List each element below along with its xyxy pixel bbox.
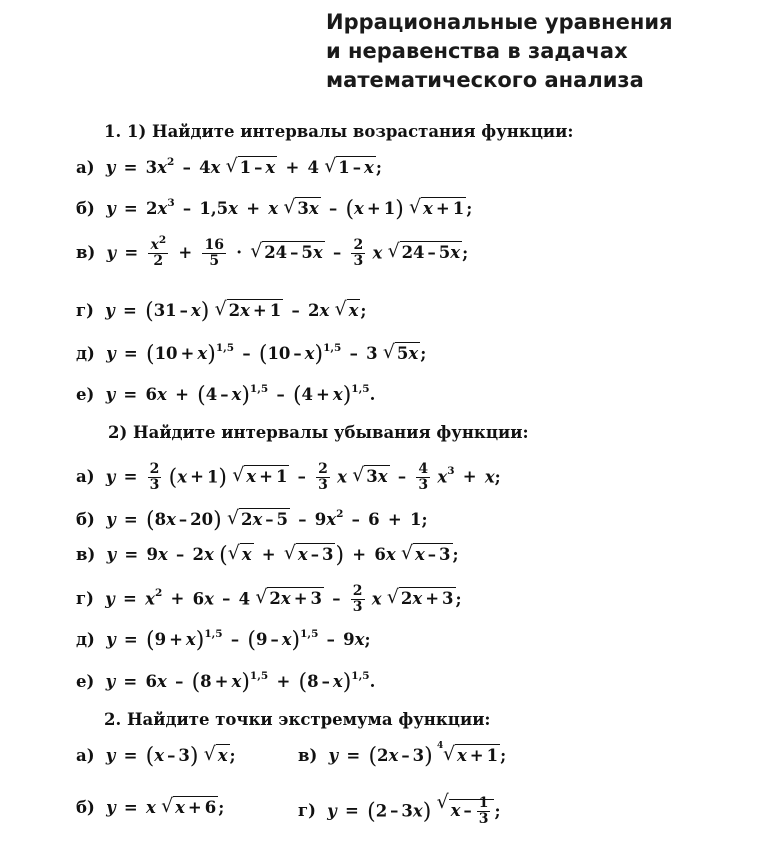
radical: √ x – $\frac{1}{3}$	[437, 796, 495, 828]
radical: √ 2x + 3	[387, 591, 456, 608]
fraction: $\frac{2}{3}$	[352, 583, 363, 616]
radical: √ x	[204, 748, 230, 765]
radical: √ x – 3	[401, 547, 453, 564]
radical: √ 24 – 5x	[388, 245, 463, 262]
formula-2-a: а) y = (x – 3) √ x ;	[76, 746, 236, 768]
fraction: $\frac{2}{3}$	[149, 461, 160, 494]
fraction: $\frac{16}{5}$	[204, 237, 224, 270]
radical: √ x + 1	[232, 469, 289, 486]
title-line-2: и неравенства в задачах	[326, 39, 628, 63]
formula-1-1-a: а) $y = 3x^2 - 4x$ √ 1 – x + 4 √ 1 – x ;	[76, 160, 382, 177]
formula-1-1-d: д) $y = (10 + x)^{1,5} - (10 - x)^{1,5} - 3$ √ 5x ;	[76, 344, 426, 366]
fraction: $\frac{x^2}{2}$	[150, 234, 167, 270]
radical: √ 2x + 3	[255, 591, 324, 608]
formula-1-2-b: б) y = (8x – 20) √ $2x - 5 - 9x^2 - 6 + 1$;	[76, 510, 428, 532]
radical: √ 2x – 5	[227, 512, 290, 529]
radical: √ 24 – 5x	[250, 245, 325, 262]
title-line-3: математического анализа	[326, 68, 644, 92]
formula-1-1-g: г) y = (31 – x) √ 2x + 1 – 2x √ x ;	[76, 301, 367, 323]
radical: √ x	[228, 547, 254, 564]
task-2-heading: 2. Найдите точки экстремума функции:	[104, 710, 491, 729]
radical: √ 1 – x	[226, 160, 278, 177]
formula-1-2-g: г) $y = x^2 + 6x - 4$ √ 2x + 3 – $\frac{2}{3}$ x √ 2x + 3 ;	[76, 584, 462, 616]
formula-2-b: б) y = x √ x + 6 ;	[76, 800, 224, 817]
formula-1-2-a: а) y = $\frac{2}{3}$ (x + 1) √ x + 1 – $\frac{2}{3}$ x √ 3x – $\frac{4}{3}$ $x^3 + x$;	[76, 462, 501, 494]
formula-1-2-v: в) y = 9x – 2x (√ x + √ x – 3) + 6x √ x – 3 ;	[76, 545, 459, 567]
radical: √ x	[335, 303, 361, 320]
formula-2-v: в) y = (2x – 3) √ 4 x + 1 ;	[298, 746, 506, 768]
formula-1-2-e: е) $y = 6x - (8 + x)^{1,5} + (8 - x)^{1,5}$.	[76, 670, 376, 695]
radical: √ 2x + 1	[215, 303, 284, 320]
task-1-2-heading: 2) Найдите интервалы убывания функции:	[108, 423, 529, 442]
radical: √ 1 – x	[324, 160, 376, 177]
formula-1-1-v: в) y = $\frac{x^2}{2}$ + $\frac{16}{5}$ · √ 24 – 5x – $\frac{2}{3}$ x √ 24 – 5x ;	[76, 238, 468, 270]
title-line-1: Иррациональные уравнения	[326, 10, 673, 34]
radical: √ x – 3	[284, 547, 336, 564]
fraction: $\frac{4}{3}$	[418, 461, 429, 494]
radical: √ 5x	[383, 346, 420, 363]
radical: √ 3x	[283, 201, 320, 218]
page-title	[326, 8, 746, 95]
fraction: $\frac{2}{3}$	[353, 237, 364, 270]
formula-2-g: г) y = (2 – 3x) √ x – $\frac{1}{3}$ ;	[298, 796, 501, 828]
radical: √ 4 x + 1	[443, 748, 500, 765]
formula-1-1-e: е) $y = 6x + (4 - x)^{1,5} - (4 + x)^{1,5}$.	[76, 383, 376, 408]
formula-1-1-b: б) $y = 2x^3 - 1,5x + x$ √ 3x – (x + 1) √ x + 1 ;	[76, 199, 472, 221]
radical: √ 3x	[352, 469, 389, 486]
task-1-1-heading: 1. 1) Найдите интервалы возрастания функции:	[104, 122, 574, 141]
radical: √ x + 1	[409, 201, 466, 218]
fraction: $\frac{1}{3}$	[478, 795, 489, 828]
fraction: $\frac{2}{3}$	[318, 461, 328, 494]
radical: √ x + 6	[161, 800, 218, 817]
formula-1-2-d: д) $y = (9 + x)^{1,5} - (9 - x)^{1,5} - 9x$;	[76, 628, 371, 653]
